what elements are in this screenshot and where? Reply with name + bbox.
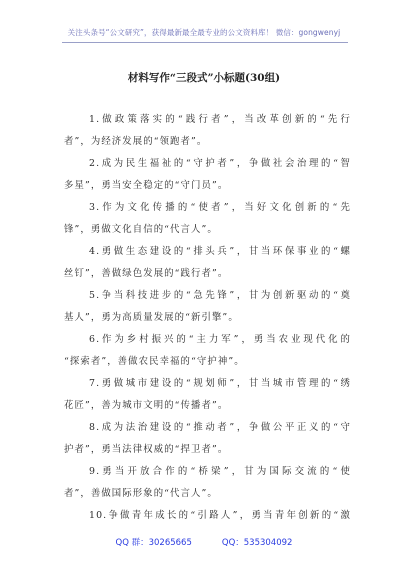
footer-contact [0, 536, 408, 548]
list-item [0, 463, 408, 507]
item-line: 锋”，勇做文化自信的“代言人”。 [64, 224, 218, 235]
list-item [0, 419, 408, 463]
item-line: 9.勇当开放合作的“桥梁”，甘为国际交流的“使 [89, 466, 351, 477]
item-line: 多星”，勇当安全稳定的“守门员”。 [64, 180, 229, 191]
item-line: 者”，善做国际形象的“代言人”。 [64, 488, 218, 499]
document-title: 材料写作“三段式”小标题(30组) [127, 72, 281, 84]
item-line: 护者”，勇当法律权威的“捍卫者”。 [64, 444, 229, 455]
list-item [0, 331, 408, 375]
header-divider [62, 42, 348, 43]
list-item [0, 243, 408, 287]
item-line: 7.勇做城市建设的“规划师”，甘当城市管理的“绣 [89, 378, 351, 389]
item-line: 3.作为文化传播的“使者”，当好文化创新的“先 [89, 202, 351, 213]
item-line: 2.成为民生福祉的“守护者”，争做社会治理的“智 [89, 158, 351, 169]
list-item [0, 375, 408, 419]
item-line: 10.争做青年成长的“引路人”，勇当青年创新的“激 [89, 510, 351, 521]
item-line: 8.成为法治建设的“推动者”，争做公平正义的“守 [89, 422, 351, 433]
item-line: 4.勇做生态建设的“排头兵”，甘当环保事业的“螺 [89, 246, 351, 257]
item-line: 5.争当科技进步的“急先锋”，甘为创新驱动的“奠 [89, 290, 351, 301]
item-line: 基人”，勇为高质量发展的“新引擎”。 [64, 312, 239, 323]
item-line: “探索者”，善做农民幸福的“守护神”。 [64, 356, 245, 367]
list-item [0, 287, 408, 331]
list-item [0, 111, 408, 155]
item-line: 1.做政策落实的“践行者”，当改革创新的“先行 [89, 114, 351, 125]
qq-contact-label: QQ：535304092 [221, 538, 293, 548]
item-line: 6.作为乡村振兴的“主力军”，勇当农业现代化的 [89, 334, 351, 345]
item-line: 花匠”，善为城市文明的“传播者”。 [64, 400, 229, 411]
list-item [0, 199, 408, 243]
item-line: 丝钉”，善做绿色发展的“践行者”。 [64, 268, 229, 279]
qq-group-label: QQ 群：30265665 [115, 538, 192, 548]
list-item [0, 155, 408, 199]
header-note: 关注头条号“公文研究”，获得最新最全最专业的公文资料库！ 微信：gongwenyj [67, 28, 341, 37]
item-line: 者”，为经济发展的“领跑者”。 [64, 136, 208, 147]
